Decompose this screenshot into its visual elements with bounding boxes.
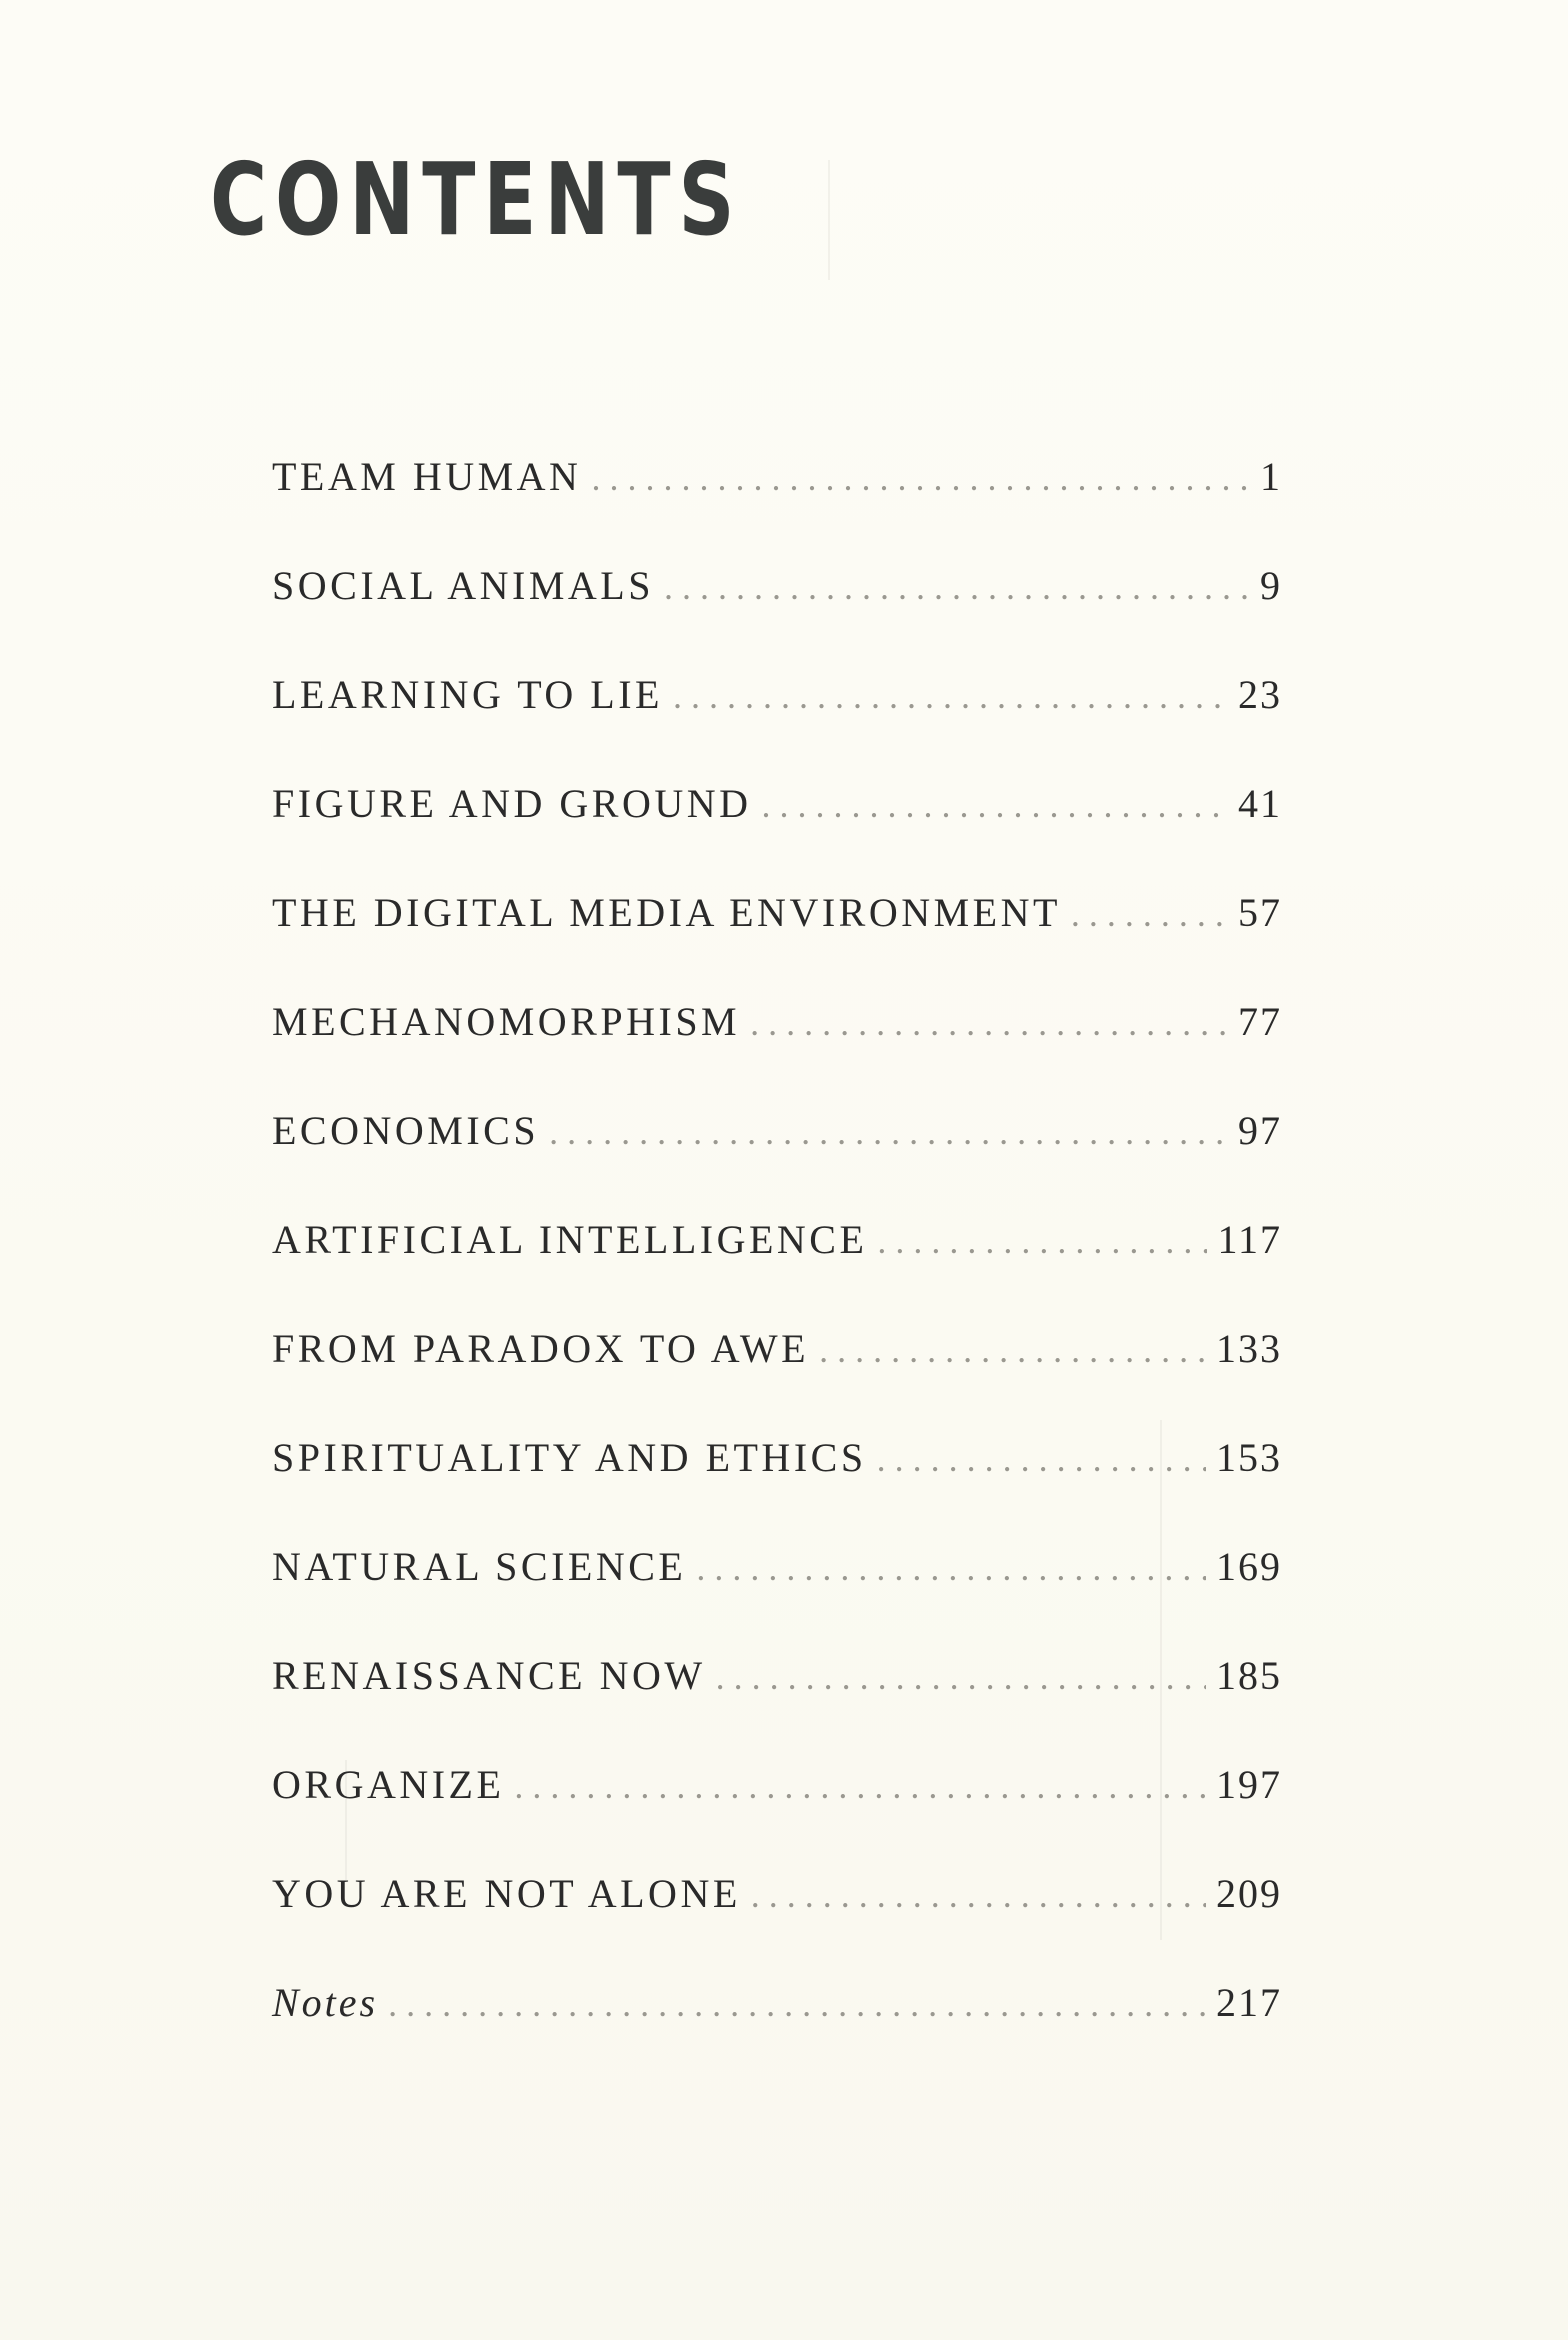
- toc-entry-page: 77: [1238, 999, 1282, 1044]
- toc-entry[interactable]: [272, 1652, 1282, 1761]
- dot-leader: [877, 1438, 1206, 1480]
- dot-leader: [762, 784, 1228, 826]
- toc-entry-title: ARTIFICIAL INTELLIGENCE: [272, 1217, 868, 1262]
- toc-entry[interactable]: [272, 1979, 1282, 2088]
- toc-entry-title: FIGURE AND GROUND: [272, 781, 752, 826]
- dot-leader: [549, 1111, 1228, 1153]
- dot-leader: [750, 1002, 1228, 1044]
- dot-leader: [751, 1874, 1206, 1916]
- toc-entry-page: 1: [1260, 454, 1282, 499]
- toc-entry-title: THE DIGITAL MEDIA ENVIRONMENT: [272, 890, 1061, 935]
- dot-leader: [696, 1547, 1206, 1589]
- toc-entry-title: SOCIAL ANIMALS: [272, 563, 654, 608]
- toc-entry[interactable]: [272, 1434, 1282, 1543]
- toc-entry-page: 23: [1238, 672, 1282, 717]
- toc-entry-title: SPIRITUALITY AND ETHICS: [272, 1435, 867, 1480]
- dot-leader: [388, 1983, 1206, 2025]
- toc-entry-page: 169: [1216, 1544, 1282, 1589]
- toc-entry-page: 97: [1238, 1108, 1282, 1153]
- toc-entry[interactable]: [272, 1761, 1282, 1870]
- toc-entry-page: 209: [1216, 1871, 1282, 1916]
- toc-entry-page: 197: [1216, 1762, 1282, 1807]
- dot-leader: [664, 566, 1250, 608]
- toc-entry[interactable]: [272, 1870, 1282, 1979]
- toc-entry[interactable]: [272, 1325, 1282, 1434]
- toc-entry-title: NATURAL SCIENCE: [272, 1544, 687, 1589]
- toc-entry-page: 9: [1260, 563, 1282, 608]
- toc-entry-title: MECHANOMORPHISM: [272, 999, 741, 1044]
- toc-entry[interactable]: [272, 671, 1282, 780]
- toc-entry-title: Notes: [272, 1980, 379, 2025]
- toc-entry[interactable]: [272, 1543, 1282, 1652]
- toc-entry[interactable]: [272, 1107, 1282, 1216]
- toc-entry[interactable]: [272, 889, 1282, 998]
- dot-leader: [877, 1220, 1207, 1262]
- toc-entry-page: 57: [1238, 890, 1282, 935]
- dot-leader: [819, 1329, 1206, 1371]
- toc-entry-title: ECONOMICS: [272, 1108, 540, 1153]
- toc-entry[interactable]: [272, 1216, 1282, 1325]
- contents-heading: CONTENTS: [210, 141, 743, 258]
- toc-entry-title: ORGANIZE: [272, 1762, 505, 1807]
- toc-entry-title: LEARNING TO LIE: [272, 672, 663, 717]
- toc-entry-page: 41: [1238, 781, 1282, 826]
- dot-leader: [514, 1765, 1206, 1807]
- toc-entry-title: RENAISSANCE NOW: [272, 1653, 706, 1698]
- toc-entry[interactable]: [272, 780, 1282, 889]
- toc-entry[interactable]: [272, 562, 1282, 671]
- dot-leader: [591, 457, 1250, 499]
- toc-entry-title: FROM PARADOX TO AWE: [272, 1326, 810, 1371]
- dot-leader: [673, 675, 1228, 717]
- toc-entry-title: TEAM HUMAN: [272, 454, 582, 499]
- toc-entry[interactable]: [272, 998, 1282, 1107]
- dot-leader: [1071, 893, 1228, 935]
- toc-entry-page: 117: [1217, 1217, 1282, 1262]
- dot-leader: [716, 1656, 1206, 1698]
- paper-crease: [828, 160, 830, 280]
- toc-entry-page: 217: [1216, 1980, 1282, 2025]
- toc-entry-page: 133: [1216, 1326, 1282, 1371]
- toc-entry-page: 153: [1216, 1435, 1282, 1480]
- toc-entry-title: YOU ARE NOT ALONE: [272, 1871, 741, 1916]
- toc-entry-page: 185: [1216, 1653, 1282, 1698]
- toc-entry[interactable]: [272, 453, 1282, 562]
- table-of-contents: [272, 453, 1282, 2088]
